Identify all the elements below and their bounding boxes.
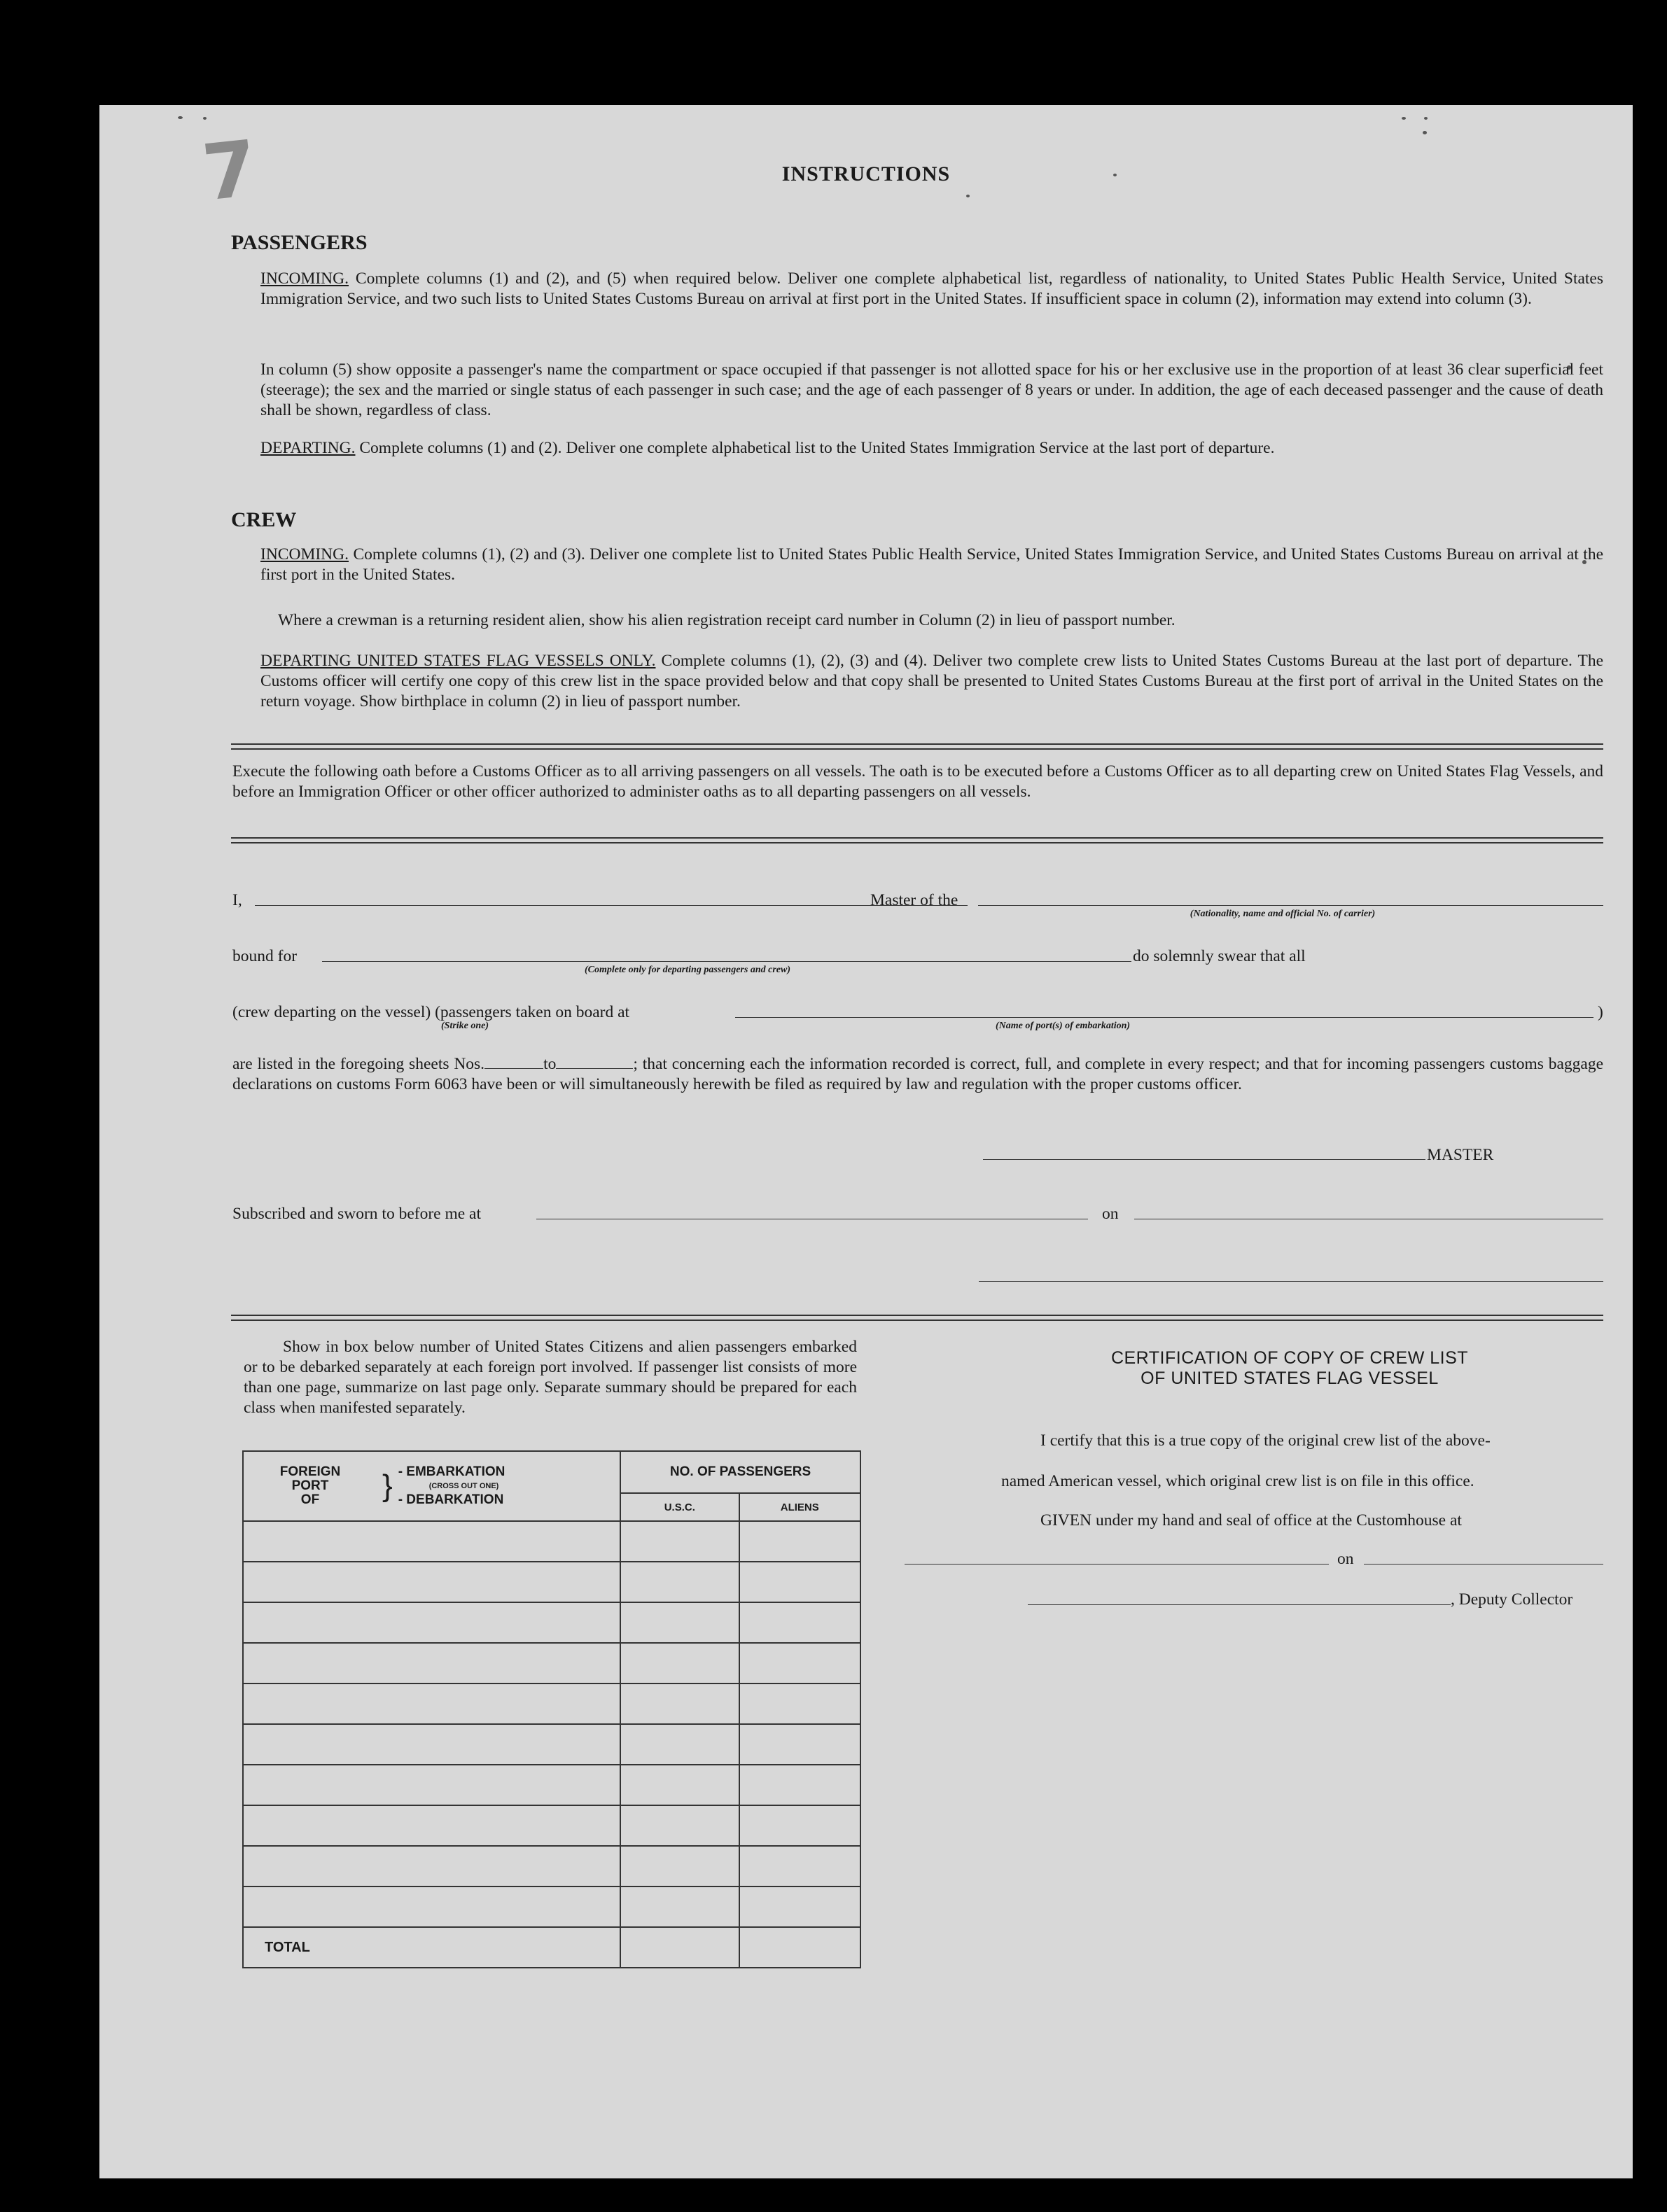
divider	[231, 837, 1603, 844]
total-row	[243, 1927, 860, 1968]
port-cell[interactable]	[243, 1846, 620, 1886]
sheet-from-field[interactable]	[484, 1068, 543, 1069]
deputy-collector-signature-field[interactable]	[1028, 1604, 1451, 1605]
passenger-summary-table	[242, 1450, 861, 1968]
master-signature-field[interactable]	[983, 1159, 1425, 1160]
crew-departing-label: DEPARTING UNITED STATES FLAG VESSELS ONLY.	[260, 652, 656, 670]
document-page	[99, 105, 1633, 2178]
aliens-cell[interactable]	[739, 1521, 860, 1562]
speck-mark	[1424, 117, 1428, 120]
table-row	[243, 1724, 860, 1765]
port-header-cell	[243, 1451, 620, 1521]
crew-incoming-label: INCOMING.	[260, 545, 349, 564]
aliens-total-cell[interactable]	[739, 1927, 860, 1968]
usc-cell[interactable]	[620, 1684, 739, 1724]
master-name-field[interactable]	[255, 905, 968, 906]
usc-total-cell[interactable]	[620, 1927, 739, 1968]
brace-icon: }	[382, 1469, 393, 1503]
speck-mark	[966, 195, 970, 197]
port-cell[interactable]	[243, 1886, 620, 1927]
aliens-cell[interactable]	[739, 1765, 860, 1805]
table-row	[243, 1684, 860, 1724]
listed-paragraph	[232, 1054, 1603, 1095]
crew-departing-text: Complete columns (1), (2), (3) and (4). Deliver two complete crew lists to United States Customs Bureau at the last port of departure. The Customs officer will certify one copy of this crew list in the space provided below and that copy shall be presented to United States Customs Bureau at the first port of arrival in the United States on the return voyage. Show birthplace in column (2) in lieu of passport number.	[260, 652, 1604, 710]
crew-incoming-text: Complete columns (1), (2) and (3). Deliver one complete list to United States Public Health Service, United States Immigration Service, and United States Customs Bureau on arrival at the first port in the United States.	[260, 545, 1603, 584]
divider	[231, 1315, 1603, 1321]
crew-heading: CREW	[231, 508, 297, 531]
certification-text3: GIVEN under my hand and seal of office at the Customhouse at	[1040, 1511, 1462, 1530]
usc-header: U.S.C.	[620, 1493, 739, 1521]
no-of-passengers-header: NO. OF PASSENGERS	[620, 1451, 860, 1493]
table-row	[243, 1805, 860, 1846]
speck-mark	[178, 116, 183, 119]
sworn-on-label: on	[1102, 1205, 1119, 1223]
port-cell[interactable]	[243, 1521, 620, 1562]
summary-instruction: Show in box below number of United States Citizens and alien passengers embarked or to be debarked separately at each foreign port involved. If passenger list consists of more than one page, summarize on last page only. Separate summary should be prepared for each class when manifested separately.	[244, 1338, 857, 1417]
speck-mark	[1423, 131, 1427, 134]
certification-title	[968, 1348, 1612, 1389]
bound-for-field[interactable]	[322, 961, 1131, 962]
aliens-cell[interactable]	[739, 1886, 860, 1927]
port-cell[interactable]	[243, 1765, 620, 1805]
usc-cell[interactable]	[620, 1724, 739, 1765]
port-label: PORT	[291, 1478, 329, 1493]
usc-cell[interactable]	[620, 1846, 739, 1886]
usc-cell[interactable]	[620, 1765, 739, 1805]
page-title: INSTRUCTIONS	[781, 162, 951, 186]
master-label: MASTER	[1427, 1146, 1494, 1164]
close-paren: )	[1598, 1003, 1603, 1021]
table-row	[243, 1602, 860, 1643]
foreign-label: FOREIGN	[279, 1464, 341, 1479]
aliens-cell[interactable]	[739, 1643, 860, 1684]
passengers-departing-paragraph	[260, 438, 1603, 458]
aliens-cell[interactable]	[739, 1724, 860, 1765]
complete-only-caption: (Complete only for departing passengers and crew)	[585, 965, 790, 975]
port-cell[interactable]	[243, 1602, 620, 1643]
certification-text1: I certify that this is a true copy of the original crew list of the above-	[1040, 1432, 1491, 1450]
certification-on-label: on	[1337, 1550, 1354, 1568]
swear-text: do solemnly swear that all	[1133, 947, 1306, 965]
subscribed-label: Subscribed and sworn to before me at	[232, 1205, 482, 1223]
passengers-incoming-label: INCOMING.	[260, 270, 349, 288]
aliens-cell[interactable]	[739, 1805, 860, 1846]
cross-out-label: (CROSS OUT ONE)	[428, 1482, 499, 1490]
port-cell[interactable]	[243, 1805, 620, 1846]
master-of-the-label: Master of the	[870, 891, 958, 909]
oath-instruction: Execute the following oath before a Customs Officer as to all arriving passengers on all vessels. The oath is to be executed before a Customs Officer as to all departing crew on United States Flag Vessels, and before an Immigration Officer or other officer authorized to administer oaths as to all departing passengers on all vessels.	[232, 762, 1603, 801]
nationality-caption: (Nationality, name and official No. of carrier)	[1190, 909, 1376, 919]
table-row	[243, 1886, 860, 1927]
debarkation-label[interactable]: - DEBARKATION	[398, 1492, 504, 1507]
port-caption: (Name of port(s) of embarkation)	[996, 1021, 1131, 1031]
certification-text2: named American vessel, which original crew list is on file in this office.	[1001, 1472, 1474, 1490]
certification-title-line2: OF UNITED STATES FLAG VESSEL	[1141, 1368, 1439, 1388]
usc-cell[interactable]	[620, 1643, 739, 1684]
port-cell[interactable]	[243, 1643, 620, 1684]
bound-for-label: bound for	[232, 947, 298, 965]
crew-incoming-paragraph	[260, 545, 1603, 585]
embark-debark-header	[398, 1465, 505, 1507]
passengers-column5-paragraph: In column (5) show opposite a passenger's name the compartment or space occupied if that passenger is not allotted space for his or her exclusive use in the proportion of at least 36 clear superficial feet (steerage); the sex and the married or single status of each passenger in such case; and the age of each passenger of 8 years or under. In addition, the age of each deceased passenger and the cause of death shall be shown, regardless of class.	[260, 360, 1603, 419]
usc-cell[interactable]	[620, 1602, 739, 1643]
table-row	[243, 1643, 860, 1684]
speck-mark	[203, 117, 207, 120]
passengers-departing-label: DEPARTING.	[260, 439, 356, 457]
aliens-cell[interactable]	[739, 1684, 860, 1724]
port-cell[interactable]	[243, 1724, 620, 1765]
passengers-incoming-text: Complete columns (1) and (2), and (5) when required below. Deliver one complete alphabetical list, regardless of nationality, to United States Public Health Service, United States Immigration Service, and two such lists to United States Customs Bureau on arrival at first port in the United States. If insufficient space in column (2), information may extend into column (3).	[260, 270, 1604, 308]
aliens-header: ALIENS	[739, 1493, 860, 1521]
sheet-to-field[interactable]	[556, 1068, 633, 1069]
table-row	[243, 1521, 860, 1562]
usc-cell[interactable]	[620, 1805, 739, 1846]
divider	[231, 743, 1603, 750]
of-label: OF	[300, 1492, 320, 1507]
passengers-incoming-paragraph	[260, 269, 1603, 309]
aliens-cell[interactable]	[739, 1602, 860, 1643]
crew-departing-paragraph	[260, 651, 1603, 712]
embarkation-label[interactable]: - EMBARKATION	[398, 1464, 505, 1479]
table-row	[243, 1765, 860, 1805]
aliens-cell[interactable]	[739, 1562, 860, 1602]
passengers-heading: PASSENGERS	[231, 231, 368, 254]
table-row	[243, 1562, 860, 1602]
usc-cell[interactable]	[620, 1521, 739, 1562]
listed-prefix: are listed in the foregoing sheets Nos.	[232, 1055, 485, 1073]
oath-i-label: I,	[232, 891, 242, 909]
strike-one-caption: (Strike one)	[441, 1021, 489, 1031]
port-cell[interactable]	[243, 1562, 620, 1602]
total-label: TOTAL	[243, 1927, 620, 1968]
certification-title-line1: CERTIFICATION OF COPY OF CREW LIST	[1110, 1348, 1469, 1368]
deputy-collector-label: , Deputy Collector	[1451, 1590, 1573, 1609]
listed-text: ; that concerning each the information recorded is correct, full, and complete in every respect; and that for incoming passengers customs baggage declarations on customs Form 6063 have been or will simultaneously herewith be filed as required by law and regulation with the proper customs officer.	[232, 1055, 1604, 1093]
officer-signature-field[interactable]	[979, 1281, 1603, 1282]
usc-cell[interactable]	[620, 1886, 739, 1927]
port-cell[interactable]	[243, 1684, 620, 1724]
table-row	[243, 1846, 860, 1886]
to-label: to	[543, 1055, 557, 1073]
speck-mark	[1402, 117, 1406, 120]
corner-handwritten-mark: 7	[198, 123, 262, 218]
crew-passengers-text: (crew departing on the vessel) (passengers taken on board at	[232, 1003, 630, 1021]
embarkation-port-field[interactable]	[735, 1017, 1593, 1018]
foreign-port-of-header	[244, 1465, 377, 1507]
aliens-cell[interactable]	[739, 1846, 860, 1886]
crew-resident-paragraph: Where a crewman is a returning resident alien, show his alien registration receipt card number in Column (2) in lieu of passport number.	[278, 611, 1176, 629]
passengers-departing-text: Complete columns (1) and (2). Deliver one complete alphabetical list to the United States Immigration Service at the last port of departure.	[359, 439, 1275, 457]
usc-cell[interactable]	[620, 1562, 739, 1602]
vessel-field[interactable]	[978, 905, 1603, 906]
